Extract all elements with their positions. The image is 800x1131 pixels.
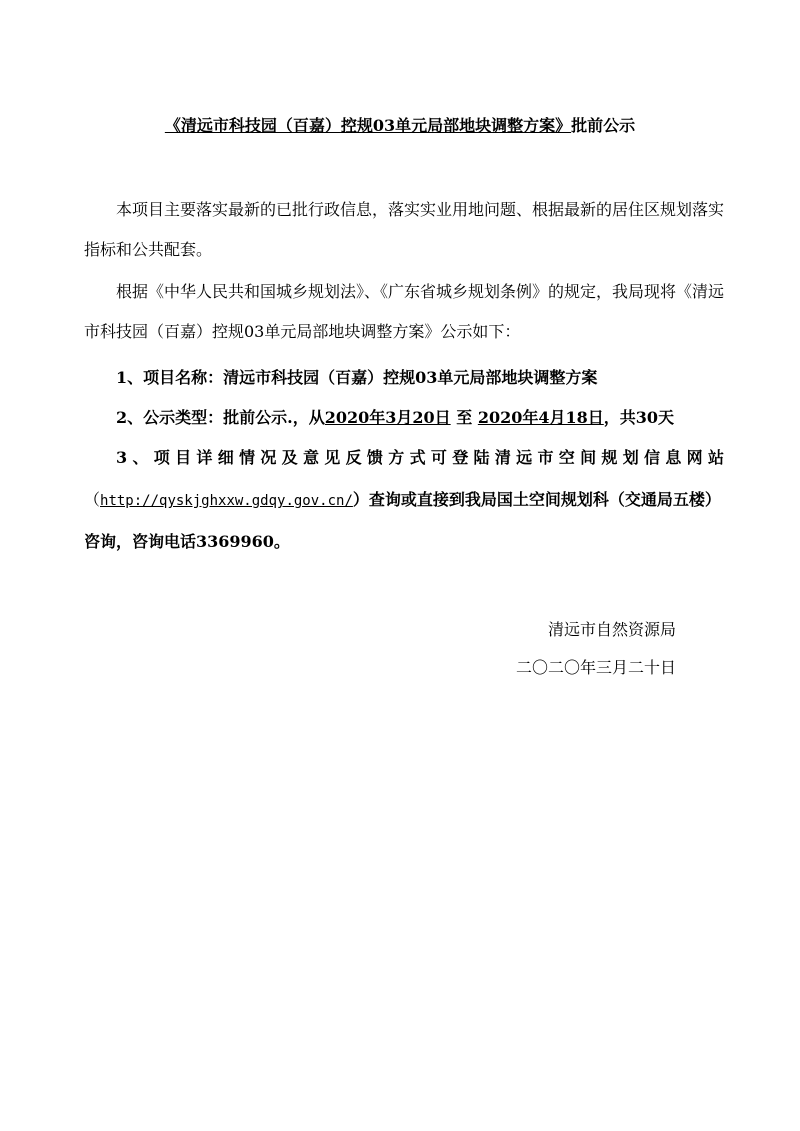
notice-date-separator: 至	[456, 408, 473, 427]
notice-start-date: 2020年3月20日	[324, 408, 451, 427]
url-paren-open: （	[84, 490, 101, 509]
website-link[interactable]: http://qyskjghxxw.gdqy.gov.cn/	[100, 493, 353, 509]
notice-end-date: 2020年4月18日	[477, 408, 604, 427]
item-details-phone: 咨询，咨询电话3369960。	[84, 532, 290, 551]
details-contact-text: ）查询或直接到我局国土空间规划科（交通局五楼）	[352, 490, 721, 509]
notice-type-prefix: 2、公示类型：批前公示.，从	[116, 408, 325, 427]
issue-date: 二〇二〇年三月二十日	[516, 658, 677, 677]
title-project-name: 《清远市科技园（百嘉）控规03单元局部地块调整方案》	[164, 116, 572, 135]
intro-paragraph: 本项目主要落实最新的已批行政信息，落实实业用地问题、根据最新的居住区规划落实指标和公共配套。	[84, 200, 725, 259]
notice-duration: ，共30天	[603, 408, 675, 427]
legal-basis-paragraph: 根据《中华人民共和国城乡规划法》、《广东省城乡规划条例》的规定，我局现将《清远市科技园（百嘉）控规03单元局部地块调整方案》公示如下：	[84, 282, 725, 341]
item-project-name: 1、项目名称：清远市科技园（百嘉）控规03单元局部地块调整方案	[116, 368, 598, 387]
item-notice-type	[116, 406, 674, 430]
issuing-organization: 清远市自然资源局	[548, 620, 677, 639]
document-title	[0, 114, 800, 138]
title-suffix: 批前公示	[571, 116, 636, 135]
item-details-line1: 3、项目详细情况及意见反馈方式可登陆清远市空间规划信息网站	[116, 448, 724, 467]
item-details-line2	[84, 488, 721, 513]
